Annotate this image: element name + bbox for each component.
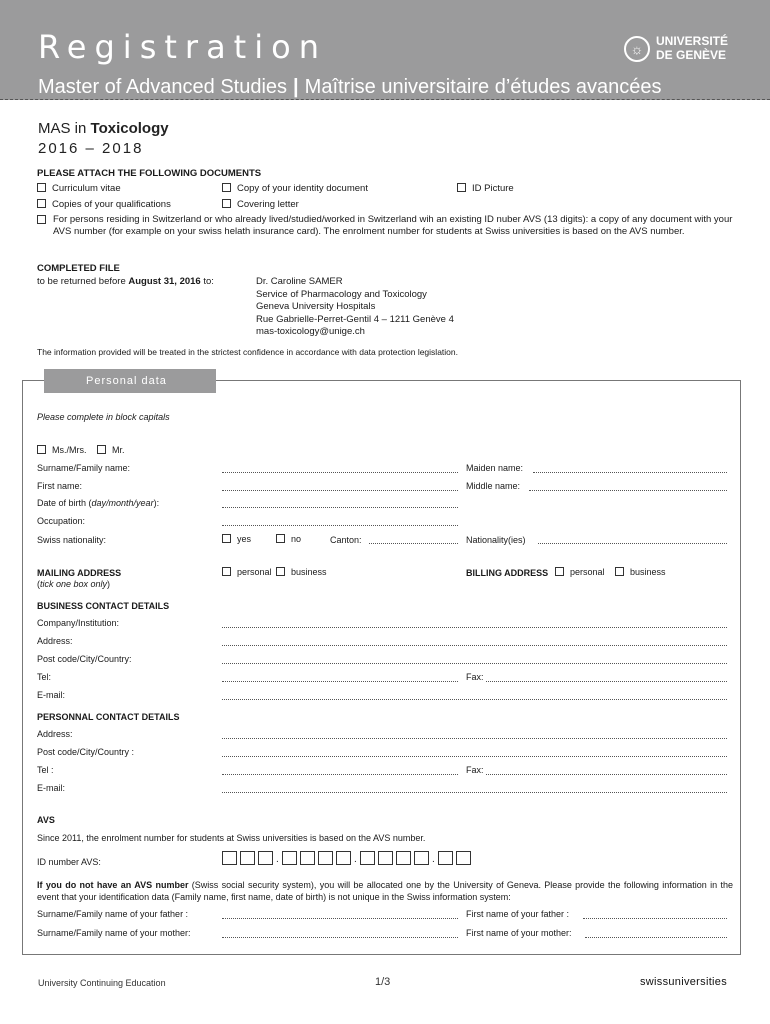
return-date: August 31, 2016: [128, 276, 201, 287]
business-address-field[interactable]: [222, 645, 727, 646]
company-field[interactable]: [222, 627, 727, 628]
title-mr-label: Mr.: [112, 445, 125, 455]
dob-field[interactable]: [222, 507, 458, 508]
avs-since-note: Since 2011, the enrolment number for students at Swiss universities is based on the AVS number.: [37, 833, 426, 843]
middle-name-field[interactable]: [529, 490, 727, 491]
no-avs-text: (Swiss social security system), you will be allocated one by the University of Geneva. Please provide the following information in the event that your identification data (Family name, first name, date of birth) is not unique in the Swiss information system:: [37, 880, 733, 902]
company-label: Company/Institution:: [37, 618, 120, 628]
business-tel-field[interactable]: [222, 681, 458, 682]
business-email-label: E-mail:: [37, 690, 66, 700]
completed-heading: COMPLETED FILE: [37, 263, 120, 274]
address-line: Geneva University Hospitals: [256, 301, 376, 312]
checkbox[interactable]: [276, 567, 285, 576]
avs-digit-box[interactable]: [222, 851, 237, 865]
mailing-personal-label: personal: [237, 567, 272, 577]
avs-digit-box[interactable]: [318, 851, 333, 865]
personnal-email-label: E-mail:: [37, 783, 66, 793]
checkbox[interactable]: [222, 199, 231, 208]
program-name: Toxicology: [90, 120, 169, 137]
checkbox[interactable]: [555, 567, 564, 576]
title-ms-label: Ms./Mrs.: [52, 445, 87, 455]
address-line: Dr. Caroline SAMER: [256, 276, 343, 287]
personnal-contact-heading: PERSONNAL CONTACT DETAILS: [37, 712, 180, 722]
dob-prefix: Date of birth (: [37, 498, 92, 508]
billing-personal[interactable]: [555, 567, 605, 577]
business-contact-heading: BUSINESS CONTACT DETAILS: [37, 601, 170, 611]
program-prefix: MAS in: [38, 120, 91, 137]
mailing-business-label: business: [291, 567, 327, 577]
avs-digit-box[interactable]: [396, 851, 411, 865]
dob-label: [37, 498, 159, 508]
attach-covering-letter[interactable]: [222, 199, 299, 210]
mailing-personal[interactable]: [222, 567, 272, 577]
business-postcode-label: Post code/City/Country:: [37, 654, 132, 664]
business-postcode-field[interactable]: [222, 663, 727, 664]
no-label: no: [291, 534, 302, 544]
address-line: Rue Gabrielle-Perret-Gentil 4 – 1211 Genève 4: [256, 313, 454, 325]
checkbox[interactable]: [615, 567, 624, 576]
checkbox[interactable]: [97, 445, 106, 454]
avs-digit-box[interactable]: [240, 851, 255, 865]
return-instruction: [37, 276, 214, 287]
return-prefix: to be returned before: [37, 276, 129, 287]
father-first-label: First name of your father :: [466, 909, 570, 919]
business-address-label: Address:: [37, 636, 73, 646]
attach-id-copy-label: Copy of your identity document: [237, 183, 368, 194]
personnal-tel-label: Tel :: [37, 765, 54, 775]
title-mr[interactable]: [97, 445, 125, 455]
attach-qualifications-label: Copies of your qualifications: [52, 199, 171, 210]
checkbox[interactable]: [222, 567, 231, 576]
business-fax-label: Fax:: [466, 672, 484, 682]
attach-avs-text: For persons residing in Switzerland or who already lived/studied/worked in Switzerland wih an existing ID nuber AVS (13 digits): a copy of any document with your AVS number (for example on your swiss helath insurance card). The enrolment number for students at Swiss universities is based on the AVS number.: [53, 214, 733, 237]
personnal-fax-label: Fax:: [466, 765, 484, 775]
nationalities-field[interactable]: [538, 543, 727, 544]
checkbox[interactable]: [37, 445, 46, 454]
checkbox[interactable]: [222, 534, 231, 543]
billing-address-heading: BILLING ADDRESS: [466, 568, 549, 578]
mother-first-label: First name of your mother:: [466, 928, 572, 938]
nationalities-label: Nationality(ies): [466, 535, 526, 545]
checkbox[interactable]: [37, 183, 46, 192]
dob-format: day/month/year: [91, 498, 154, 508]
avs-digit-box[interactable]: [360, 851, 375, 865]
personnal-fax-field[interactable]: [486, 774, 727, 775]
attach-id-picture[interactable]: [457, 183, 514, 194]
occupation-label: Occupation:: [37, 516, 86, 526]
block-capitals-instruction: Please complete in block capitals: [37, 412, 170, 422]
personnal-address-field[interactable]: [222, 738, 727, 739]
business-email-field[interactable]: [222, 699, 727, 700]
avs-id-label: ID number AVS:: [37, 857, 101, 867]
no-avs-paragraph: [37, 879, 733, 903]
mailing-business[interactable]: [276, 567, 327, 577]
business-fax-field[interactable]: [486, 681, 727, 682]
avs-separator-dot: .: [354, 854, 357, 865]
mailing-address-heading: MAILING ADDRESS: [37, 568, 122, 578]
subtitle-separator: |: [293, 76, 299, 98]
surname-label: Surname/Family name:: [37, 463, 131, 473]
attach-avs-checkbox[interactable]: [37, 215, 52, 226]
attach-id-picture-label: ID Picture: [472, 183, 514, 194]
subtitle-french: Maîtrise universitaire d’études avancées: [304, 76, 662, 98]
attach-id-copy[interactable]: [222, 183, 368, 194]
avs-separator-dot: .: [276, 854, 279, 865]
avs-digit-box[interactable]: [282, 851, 297, 865]
yes-label: yes: [237, 534, 252, 544]
university-logo: [624, 34, 736, 64]
return-suffix: to:: [200, 276, 214, 287]
email-link[interactable]: mas-toxicology@unige.ch: [256, 326, 365, 337]
mother-surname-field[interactable]: [222, 937, 458, 938]
return-address: [256, 276, 454, 339]
swissuniversities-logo: swissuniversities: [640, 976, 728, 988]
privacy-note: The information provided will be treated in the strictest confidence in accordance with data protection legislation.: [37, 347, 458, 357]
avs-digit-box[interactable]: [258, 851, 273, 865]
avs-digit-box[interactable]: [300, 851, 315, 865]
occupation-field[interactable]: [222, 525, 458, 526]
maiden-name-label: Maiden name:: [466, 463, 524, 473]
middle-name-label: Middle name:: [466, 481, 521, 491]
mailing-note-text: tick one box only: [40, 579, 108, 589]
checkbox[interactable]: [276, 534, 285, 543]
attach-heading: PLEASE ATTACH THE FOLLOWING DOCUMENTS: [37, 168, 262, 179]
attach-cv-label: Curriculum vitae: [52, 183, 121, 194]
nationality-no[interactable]: [276, 534, 301, 544]
personnal-postcode-field[interactable]: [222, 756, 727, 757]
father-first-field[interactable]: [583, 918, 727, 919]
page-title: Registration: [38, 28, 327, 66]
avs-digit-box[interactable]: [456, 851, 471, 865]
billing-business[interactable]: [615, 567, 666, 577]
subtitle-english: Master of Advanced Studies: [38, 76, 288, 98]
first-name-label: First name:: [37, 481, 83, 491]
avs-number-boxes[interactable]: [222, 851, 474, 865]
father-surname-label: Surname/Family name of your father :: [37, 909, 189, 919]
maiden-name-field[interactable]: [533, 472, 727, 473]
header-divider: [0, 99, 770, 100]
surname-field[interactable]: [222, 472, 458, 473]
header-banner: [0, 0, 770, 100]
logo-text: [656, 34, 728, 62]
logo-line-2: DE GENÈVE: [656, 48, 727, 62]
title-ms[interactable]: [37, 445, 87, 455]
dob-suffix: ):: [153, 498, 160, 508]
father-surname-field[interactable]: [222, 918, 458, 919]
swiss-nationality-label: Swiss nationality:: [37, 535, 107, 545]
attach-cv[interactable]: [37, 183, 121, 194]
avs-digit-box[interactable]: [438, 851, 453, 865]
page-subtitle: [38, 76, 662, 99]
business-tel-label: Tel:: [37, 672, 52, 682]
checkbox[interactable]: [37, 215, 46, 224]
avs-separator-dot: .: [432, 854, 435, 865]
footer-department: University Continuing Education: [38, 978, 166, 988]
mother-surname-label: Surname/Family name of your mother:: [37, 928, 191, 938]
personnal-tel-field[interactable]: [222, 774, 458, 775]
university-seal-icon: ☼: [624, 36, 650, 62]
billing-business-label: business: [630, 567, 666, 577]
canton-label: Canton:: [330, 535, 362, 545]
personnal-email-field[interactable]: [222, 792, 727, 793]
personnal-address-label: Address:: [37, 729, 73, 739]
checkbox[interactable]: [222, 183, 231, 192]
canton-field[interactable]: [369, 543, 458, 544]
program-title: [38, 120, 169, 137]
avs-digit-box[interactable]: [336, 851, 351, 865]
avs-digit-box[interactable]: [414, 851, 429, 865]
avs-digit-box[interactable]: [378, 851, 393, 865]
personal-data-tab: Personal data: [44, 369, 216, 393]
checkbox[interactable]: [457, 183, 466, 192]
nationality-yes[interactable]: [222, 534, 251, 544]
checkbox[interactable]: [37, 199, 46, 208]
page-number: 1/3: [375, 976, 391, 988]
attach-qualifications[interactable]: [37, 199, 171, 210]
mother-first-field[interactable]: [585, 937, 727, 938]
address-line: Service of Pharmacology and Toxicology: [256, 288, 427, 300]
program-years: 2016 – 2018: [38, 140, 144, 157]
personnal-postcode-label: Post code/City/Country :: [37, 747, 135, 757]
attach-covering-letter-label: Covering letter: [237, 199, 299, 210]
logo-line-1: UNIVERSITÉ: [656, 34, 729, 48]
first-name-field[interactable]: [222, 490, 458, 491]
billing-personal-label: personal: [570, 567, 605, 577]
avs-heading: AVS: [37, 815, 55, 825]
mailing-note: (tick one box only): [37, 579, 111, 589]
no-avs-bold: If you do not have an AVS number: [37, 880, 189, 890]
